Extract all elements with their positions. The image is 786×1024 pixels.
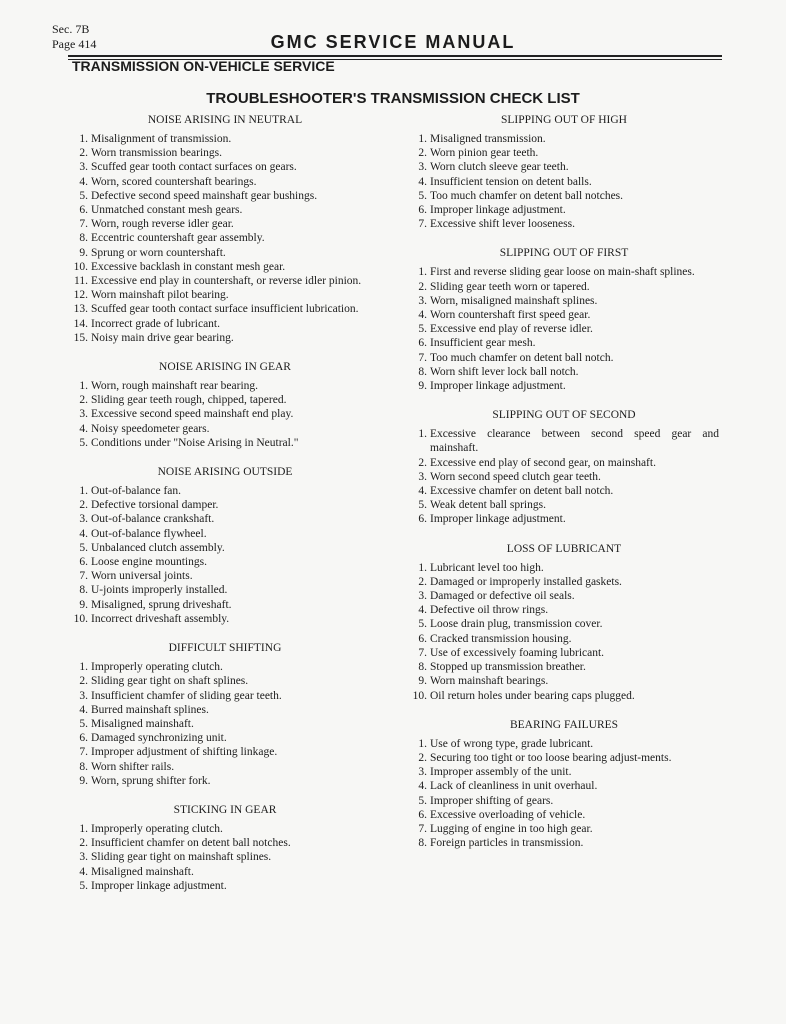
item-number: 2. — [79, 394, 88, 407]
checklist — [409, 561, 719, 703]
checklist-item — [409, 379, 719, 393]
checklist-item — [409, 470, 719, 484]
section-heading: DIFFICULT SHIFTING — [168, 642, 282, 655]
item-text: Loose engine mountings. — [91, 556, 207, 569]
item-text: Excessive chamfer on detent ball notch. — [430, 485, 614, 498]
item-text: Insufficient chamfer on detent ball notches. — [91, 837, 291, 850]
item-text: Excessive end play of reverse idler. — [430, 323, 593, 336]
checklist-section — [409, 717, 719, 851]
item-text: Unbalanced clutch assembly. — [91, 541, 225, 554]
checklist-section — [70, 802, 380, 893]
checklist-section — [409, 112, 719, 231]
item-text: Stopped up transmission breather. — [430, 661, 586, 674]
checklist-item — [70, 583, 380, 597]
item-text: Worn, sprung shifter fork. — [91, 774, 211, 787]
item-text: Excessive end play of second gear, on mainshaft. — [430, 456, 656, 469]
checklist-item — [70, 850, 380, 864]
checklist-item — [409, 265, 719, 279]
item-text: Improper linkage adjustment. — [91, 879, 227, 892]
checklist-item — [70, 879, 380, 893]
item-number: 12. — [73, 289, 88, 302]
item-number: 8. — [79, 232, 88, 245]
checklist-section — [409, 541, 719, 703]
item-text: Unmatched constant mesh gears. — [91, 204, 243, 217]
item-number: 5. — [79, 541, 88, 554]
checklist-item — [70, 674, 380, 688]
checklist-item — [70, 231, 380, 245]
checklist-item — [409, 765, 719, 779]
item-number: 1. — [418, 266, 427, 279]
item-text: Worn, scored countershaft bearings. — [91, 175, 257, 188]
checklist-item — [70, 717, 380, 731]
item-number: 3. — [79, 513, 88, 526]
section-heading: NOISE ARISING OUTSIDE — [157, 466, 293, 479]
item-number: 6. — [79, 732, 88, 745]
item-number: 15. — [73, 331, 88, 344]
item-text: Misalignment of transmission. — [91, 133, 232, 145]
checklist-item — [409, 280, 719, 294]
item-number: 2. — [79, 499, 88, 512]
checklist-item — [409, 603, 719, 617]
item-number: 5. — [418, 794, 427, 807]
item-text: Sliding gear teeth worn or tapered. — [430, 280, 590, 293]
item-number: 3. — [418, 590, 427, 603]
item-number: 8. — [418, 365, 427, 378]
section-heading: NOISE ARISING IN GEAR — [159, 361, 291, 374]
item-text: Oil return holes under bearing caps plugged. — [430, 689, 635, 702]
item-number: 6. — [418, 204, 427, 217]
checklist-section — [70, 359, 380, 450]
checklist-item — [409, 427, 719, 455]
item-text: Lack of cleanliness in unit overhaul. — [430, 780, 598, 793]
item-text: Damaged synchronizing unit. — [91, 732, 227, 745]
checklist-item — [70, 436, 380, 450]
item-text: Worn mainshaft bearings. — [430, 675, 549, 688]
checklist-item — [409, 217, 719, 231]
checklist-item — [409, 365, 719, 379]
item-number: 6. — [79, 556, 88, 569]
item-text: Sliding gear tight on shaft splines. — [91, 675, 249, 688]
item-text: Incorrect driveshaft assembly. — [91, 612, 230, 625]
checklist-item — [409, 632, 719, 646]
item-number: 1. — [79, 822, 88, 835]
checklist-item — [70, 555, 380, 569]
checklist — [70, 132, 380, 345]
item-number: 5. — [79, 717, 88, 730]
checklist-item — [409, 646, 719, 660]
checklist-item — [409, 808, 719, 822]
item-text: Improper shifting of gears. — [430, 794, 554, 807]
checklist-item — [409, 189, 719, 203]
item-number: 1. — [79, 661, 88, 674]
item-text: Excessive clearance between second speed gear and mainshaft. — [430, 428, 719, 455]
item-number: 1. — [79, 380, 88, 393]
right-column — [409, 112, 719, 864]
checklist-item — [70, 146, 380, 160]
checklist-section — [409, 407, 719, 526]
section-heading: STICKING IN GEAR — [173, 803, 277, 816]
item-number: 4. — [418, 780, 427, 793]
item-text: Worn pinion gear teeth. — [430, 147, 539, 160]
item-number: 6. — [418, 632, 427, 645]
item-text: Scuffed gear tooth contact surface insufficient lubrication. — [91, 303, 359, 316]
item-text: Lugging of engine in too high gear. — [430, 822, 593, 835]
item-number: 5. — [418, 499, 427, 512]
page-number: Page 414 — [52, 37, 97, 51]
item-text: Noisy main drive gear bearing. — [91, 331, 234, 344]
item-text: Defective second speed mainshaft gear bushings. — [91, 189, 318, 202]
header-rule — [68, 55, 722, 57]
item-number: 9. — [79, 246, 88, 259]
checklist-item — [70, 160, 380, 174]
item-number: 4. — [418, 175, 427, 188]
item-text: Worn, misaligned mainshaft splines. — [430, 294, 598, 307]
item-text: Improperly operating clutch. — [91, 661, 223, 674]
page-title: TROUBLESHOOTER'S TRANSMISSION CHECK LIST — [206, 90, 580, 107]
item-number: 5. — [418, 323, 427, 336]
item-text: Improper linkage adjustment. — [430, 513, 566, 526]
item-number: 4. — [79, 175, 88, 188]
checklist-item — [409, 132, 719, 146]
checklist-item — [409, 617, 719, 631]
item-number: 4. — [418, 485, 427, 498]
item-number: 14. — [73, 317, 88, 330]
item-number: 2. — [418, 456, 427, 469]
item-text: Sprung or worn countershaft. — [91, 246, 226, 259]
item-text: Worn shifter rails. — [91, 760, 175, 773]
item-text: Out-of-balance crankshaft. — [91, 513, 215, 526]
item-number: 2. — [79, 147, 88, 160]
item-text: Misaligned transmission. — [430, 133, 546, 145]
section-heading: SLIPPING OUT OF FIRST — [499, 247, 629, 260]
item-number: 1. — [418, 561, 427, 574]
item-number: 1. — [418, 428, 427, 441]
checklist-item — [70, 660, 380, 674]
item-text: Too much chamfer on detent ball notches. — [430, 189, 624, 202]
item-text: Worn transmission bearings. — [91, 147, 222, 160]
item-text: Damaged or improperly installed gaskets. — [430, 575, 622, 588]
checklist — [70, 660, 380, 788]
checklist-item — [70, 175, 380, 189]
checklist-item — [70, 331, 380, 345]
checklist-item — [409, 689, 719, 703]
item-number: 9. — [79, 598, 88, 611]
item-text: Use of wrong type, grade lubricant. — [430, 737, 594, 750]
checklist-item — [409, 794, 719, 808]
item-number: 9. — [79, 774, 88, 787]
checklist-item — [409, 322, 719, 336]
checklist-item — [70, 407, 380, 421]
checklist-item — [70, 317, 380, 331]
item-text: Worn universal joints. — [91, 570, 193, 583]
item-text: Too much chamfer on detent ball notch. — [430, 351, 614, 364]
checklist-section — [409, 245, 719, 393]
item-number: 9. — [418, 675, 427, 688]
checklist-item — [70, 393, 380, 407]
item-number: 4. — [418, 309, 427, 322]
item-text: Burred mainshaft splines. — [91, 703, 209, 716]
item-text: U-joints improperly installed. — [91, 584, 228, 597]
item-text: Use of excessively foaming lubricant. — [430, 646, 605, 659]
checklist-item — [409, 484, 719, 498]
item-number: 9. — [418, 380, 427, 393]
checklist — [70, 484, 380, 626]
checklist-item — [409, 822, 719, 836]
item-number: 10. — [412, 689, 427, 702]
item-text: Excessive shift lever looseness. — [430, 218, 575, 231]
item-number: 3. — [418, 161, 427, 174]
checklist-item — [70, 379, 380, 393]
checklist-item — [70, 260, 380, 274]
checklist-item — [70, 422, 380, 436]
checklist-item — [70, 745, 380, 759]
checklist — [409, 265, 719, 393]
left-column — [70, 112, 380, 907]
item-number: 7. — [418, 646, 427, 659]
item-number: 2. — [418, 751, 427, 764]
checklist-item — [409, 160, 719, 174]
checklist-item — [409, 589, 719, 603]
item-number: 4. — [79, 703, 88, 716]
item-text: Improperly operating clutch. — [91, 822, 223, 835]
item-text: Scuffed gear tooth contact surfaces on gears. — [91, 161, 297, 174]
item-text: Insufficient chamfer of sliding gear teeth. — [91, 689, 282, 702]
item-number: 1. — [79, 485, 88, 498]
item-text: Misaligned mainshaft. — [91, 865, 194, 878]
item-text: Insufficient tension on detent balls. — [430, 175, 592, 188]
item-text: Improper linkage adjustment. — [430, 380, 566, 393]
item-text: Out-of-balance flywheel. — [91, 527, 207, 540]
item-text: First and reverse sliding gear loose on main-shaft splines. — [430, 266, 695, 279]
item-number: 1. — [418, 133, 427, 145]
checklist-item — [70, 302, 380, 316]
item-text: Excessive end play in countershaft, or reverse idler pinion. — [91, 275, 362, 288]
checklist-item — [70, 484, 380, 498]
item-number: 3. — [79, 161, 88, 174]
checklist-item — [70, 288, 380, 302]
checklist-item — [70, 774, 380, 788]
checklist-item — [70, 189, 380, 203]
checklist-item — [409, 512, 719, 526]
item-number: 4. — [79, 422, 88, 435]
item-number: 8. — [418, 661, 427, 674]
checklist-item — [70, 512, 380, 526]
section-heading: NOISE ARISING IN NEUTRAL — [147, 114, 303, 126]
checklist-item — [70, 731, 380, 745]
item-text: Securing too tight or too loose bearing adjust-ments. — [430, 751, 672, 764]
item-text: Sliding gear tight on mainshaft splines. — [91, 851, 272, 864]
section-heading: LOSS OF LUBRICANT — [506, 542, 622, 555]
checklist-item — [409, 751, 719, 765]
item-number: 5. — [418, 189, 427, 202]
item-text: Incorrect grade of lubricant. — [91, 317, 220, 330]
item-text: Eccentric countershaft gear assembly. — [91, 232, 265, 245]
item-number: 3. — [418, 470, 427, 483]
checklist-item — [409, 294, 719, 308]
item-text: Lubricant level too high. — [430, 561, 544, 574]
checklist-item — [409, 308, 719, 322]
checklist-item — [70, 132, 380, 146]
item-number: 5. — [79, 879, 88, 892]
checklist — [70, 822, 380, 893]
checklist-item — [70, 865, 380, 879]
item-text: Worn, rough mainshaft rear bearing. — [91, 380, 259, 393]
checklist — [409, 737, 719, 851]
item-number: 7. — [79, 746, 88, 759]
item-number: 2. — [418, 147, 427, 160]
checklist-item — [70, 689, 380, 703]
item-text: Worn shift lever lock ball notch. — [430, 365, 579, 378]
checklist-item — [409, 660, 719, 674]
manual-title: GMC SERVICE MANUAL — [270, 32, 516, 52]
checklist-item — [409, 561, 719, 575]
checklist-item — [409, 203, 719, 217]
checklist-item — [409, 146, 719, 160]
item-text: Misaligned mainshaft. — [91, 717, 194, 730]
checklist-item — [409, 456, 719, 470]
checklist — [409, 132, 719, 231]
checklist-item — [409, 575, 719, 589]
item-number: 3. — [418, 294, 427, 307]
checklist-item — [409, 779, 719, 793]
checklist-item — [70, 703, 380, 717]
section-heading: SLIPPING OUT OF SECOND — [492, 409, 636, 422]
item-number: 8. — [79, 760, 88, 773]
item-text: Worn, rough reverse idler gear. — [91, 218, 234, 231]
checklist-item — [70, 598, 380, 612]
item-text: Foreign particles in transmission. — [430, 837, 584, 850]
item-number: 6. — [418, 513, 427, 526]
checklist-item — [409, 737, 719, 751]
item-text: Worn second speed clutch gear teeth. — [430, 470, 601, 483]
checklist-section — [70, 640, 380, 788]
checklist-item — [70, 836, 380, 850]
item-number: 2. — [79, 675, 88, 688]
checklist — [70, 379, 380, 450]
item-text: Worn mainshaft pilot bearing. — [91, 289, 229, 302]
item-text: Insufficient gear mesh. — [430, 337, 536, 350]
item-text: Excessive overloading of vehicle. — [430, 808, 586, 821]
item-number: 3. — [418, 766, 427, 779]
item-number: 1. — [79, 133, 88, 145]
item-text: Defective oil throw rings. — [430, 604, 549, 617]
item-number: 3. — [79, 689, 88, 702]
section-number: Sec. 7B — [52, 22, 90, 36]
chapter-subtitle: TRANSMISSION ON-VEHICLE SERVICE — [72, 58, 335, 74]
item-number: 3. — [79, 408, 88, 421]
item-text: Weak detent ball springs. — [430, 499, 546, 512]
checklist-item — [70, 203, 380, 217]
checklist-item — [70, 527, 380, 541]
item-number: 5. — [79, 189, 88, 202]
checklist — [409, 427, 719, 526]
item-text: Out-of-balance fan. — [91, 485, 182, 498]
checklist-item — [70, 760, 380, 774]
item-number: 4. — [79, 865, 88, 878]
item-number: 11. — [74, 275, 88, 288]
item-number: 8. — [79, 584, 88, 597]
item-number: 2. — [79, 837, 88, 850]
item-number: 10. — [73, 260, 88, 273]
item-number: 13. — [73, 303, 88, 316]
item-number: 4. — [79, 527, 88, 540]
item-number: 5. — [79, 436, 88, 449]
item-text: Worn countershaft first speed gear. — [430, 309, 591, 322]
item-number: 2. — [418, 575, 427, 588]
section-heading: BEARING FAILURES — [509, 718, 619, 731]
item-number: 3. — [79, 851, 88, 864]
item-number: 7. — [418, 218, 427, 231]
checklist-item — [70, 822, 380, 836]
item-number: 7. — [79, 218, 88, 231]
item-text: Excessive backlash in constant mesh gear. — [91, 260, 286, 273]
item-text: Worn clutch sleeve gear teeth. — [430, 161, 569, 174]
checklist-section — [70, 464, 380, 626]
item-text: Excessive second speed mainshaft end play. — [91, 408, 294, 421]
item-number: 7. — [418, 822, 427, 835]
item-number: 6. — [418, 337, 427, 350]
item-number: 4. — [418, 604, 427, 617]
checklist-item — [409, 351, 719, 365]
checklist-item — [70, 498, 380, 512]
item-text: Noisy speedometer gears. — [91, 422, 210, 435]
item-text: Loose drain plug, transmission cover. — [430, 618, 603, 631]
checklist-item — [70, 569, 380, 583]
checklist-item — [70, 541, 380, 555]
item-text: Improper linkage adjustment. — [430, 204, 566, 217]
checklist-item — [409, 836, 719, 850]
section-heading: SLIPPING OUT OF HIGH — [501, 114, 627, 126]
item-text: Improper assembly of the unit. — [430, 766, 572, 779]
checklist-item — [70, 612, 380, 626]
item-number: 7. — [418, 351, 427, 364]
item-number: 8. — [418, 837, 427, 850]
item-text: Damaged or defective oil seals. — [430, 590, 575, 603]
item-text: Defective torsional damper. — [91, 499, 219, 512]
item-number: 6. — [418, 808, 427, 821]
checklist-item — [70, 274, 380, 288]
item-number: 10. — [73, 612, 88, 625]
item-text: Cracked transmission housing. — [430, 632, 572, 645]
checklist-item — [409, 498, 719, 512]
item-number: 1. — [418, 737, 427, 750]
item-text: Misaligned, sprung driveshaft. — [91, 598, 232, 611]
item-number: 7. — [79, 570, 88, 583]
checklist-item — [409, 674, 719, 688]
item-text: Conditions under "Noise Arising in Neutral." — [91, 436, 299, 449]
item-text: Improper adjustment of shifting linkage. — [91, 746, 278, 759]
item-text: Sliding gear teeth rough, chipped, tapered. — [91, 394, 287, 407]
checklist-item — [70, 246, 380, 260]
checklist-item — [409, 175, 719, 189]
checklist-item — [409, 336, 719, 350]
item-number: 2. — [418, 280, 427, 293]
checklist-item — [70, 217, 380, 231]
checklist-section — [70, 112, 380, 345]
item-number: 6. — [79, 204, 88, 217]
item-number: 5. — [418, 618, 427, 631]
